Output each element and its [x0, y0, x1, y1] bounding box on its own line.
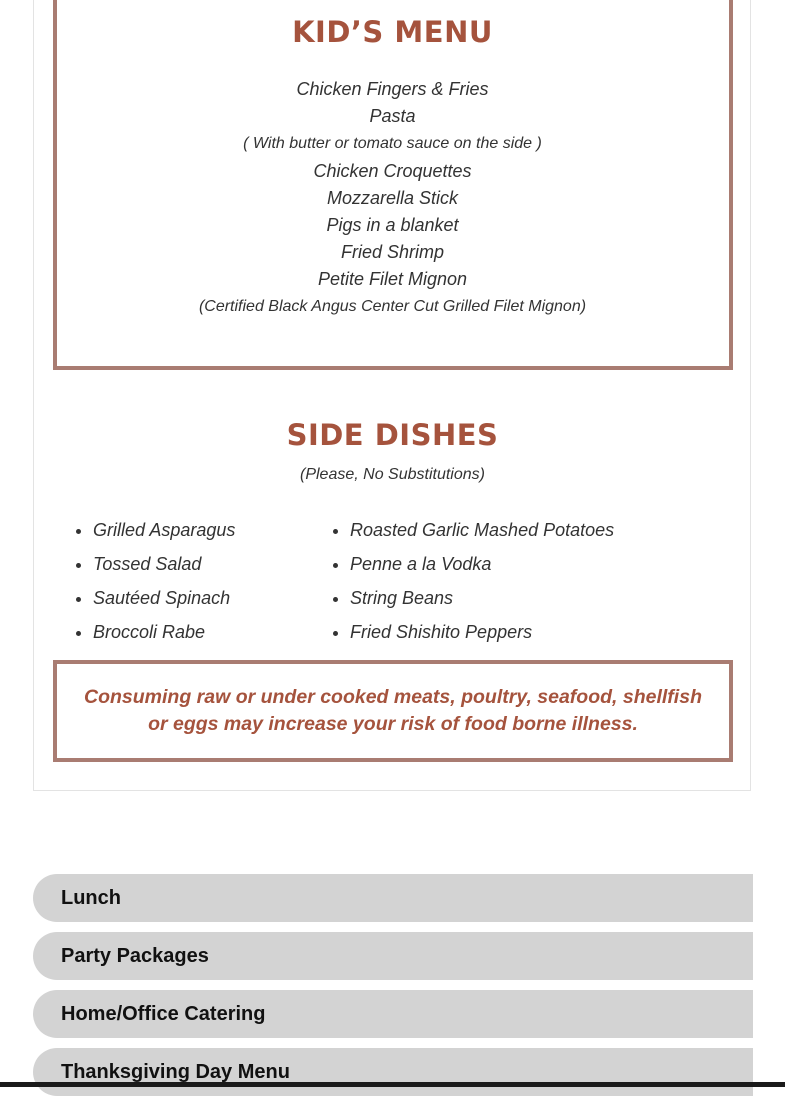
kids-menu-item: Petite Filet Mignon	[317, 269, 468, 289]
side-dish-item: • Grilled Asparagus	[93, 517, 235, 551]
accordion-label: Thanksgiving Day Menu	[61, 1060, 290, 1083]
accordion-label: Party Packages	[61, 944, 209, 967]
side-dish-item: • Fried Shishito Peppers	[350, 619, 614, 653]
kids-menu-item: Fried Shrimp	[340, 242, 445, 262]
kids-menu-note: ( With butter or tomato sauce on the side )	[243, 135, 542, 152]
side-dish-item: • Penne a la Vodka	[350, 551, 614, 585]
accordion-label: Lunch	[61, 886, 121, 909]
kids-menu-note: (Certified Black Angus Center Cut Grilled Filet Mignon)	[198, 298, 587, 315]
kids-menu-item: Pigs in a blanket	[326, 215, 459, 235]
kids-menu-item: Mozzarella Stick	[326, 188, 459, 208]
side-dishes-heading: SIDE DISHES	[286, 418, 499, 452]
accordion-home-office-catering[interactable]	[33, 990, 753, 1038]
kids-menu-item: Chicken Fingers & Fries	[296, 79, 489, 99]
side-dish-item: • Broccoli Rabe	[93, 619, 235, 653]
side-dish-item: • Sautéed Spinach	[93, 585, 235, 619]
window-bottom-edge	[0, 1082, 785, 1087]
accordion-lunch[interactable]	[33, 874, 753, 922]
side-dishes-list-right	[330, 517, 614, 653]
kids-menu-item: Pasta	[369, 106, 416, 126]
accordion-thanksgiving-day-menu[interactable]	[33, 1048, 753, 1096]
food-safety-warning-box	[53, 660, 733, 762]
kids-menu-heading: KID’S MENU	[292, 15, 493, 49]
accordion-party-packages[interactable]	[33, 932, 753, 980]
food-safety-warning: Consuming raw or under cooked meats, poultry, seafood, shellfish or eggs may increase your risk of food borne illness.	[84, 686, 702, 735]
side-dish-item: • Tossed Salad	[93, 551, 235, 585]
side-dishes-note: (Please, No Substitutions)	[300, 466, 485, 483]
accordion-label: Home/Office Catering	[61, 1002, 266, 1025]
side-dish-item: • String Beans	[350, 585, 614, 619]
side-dishes-list-left	[73, 517, 235, 653]
kids-menu-item: Chicken Croquettes	[313, 161, 472, 181]
side-dish-item: • Roasted Garlic Mashed Potatoes	[350, 517, 614, 551]
